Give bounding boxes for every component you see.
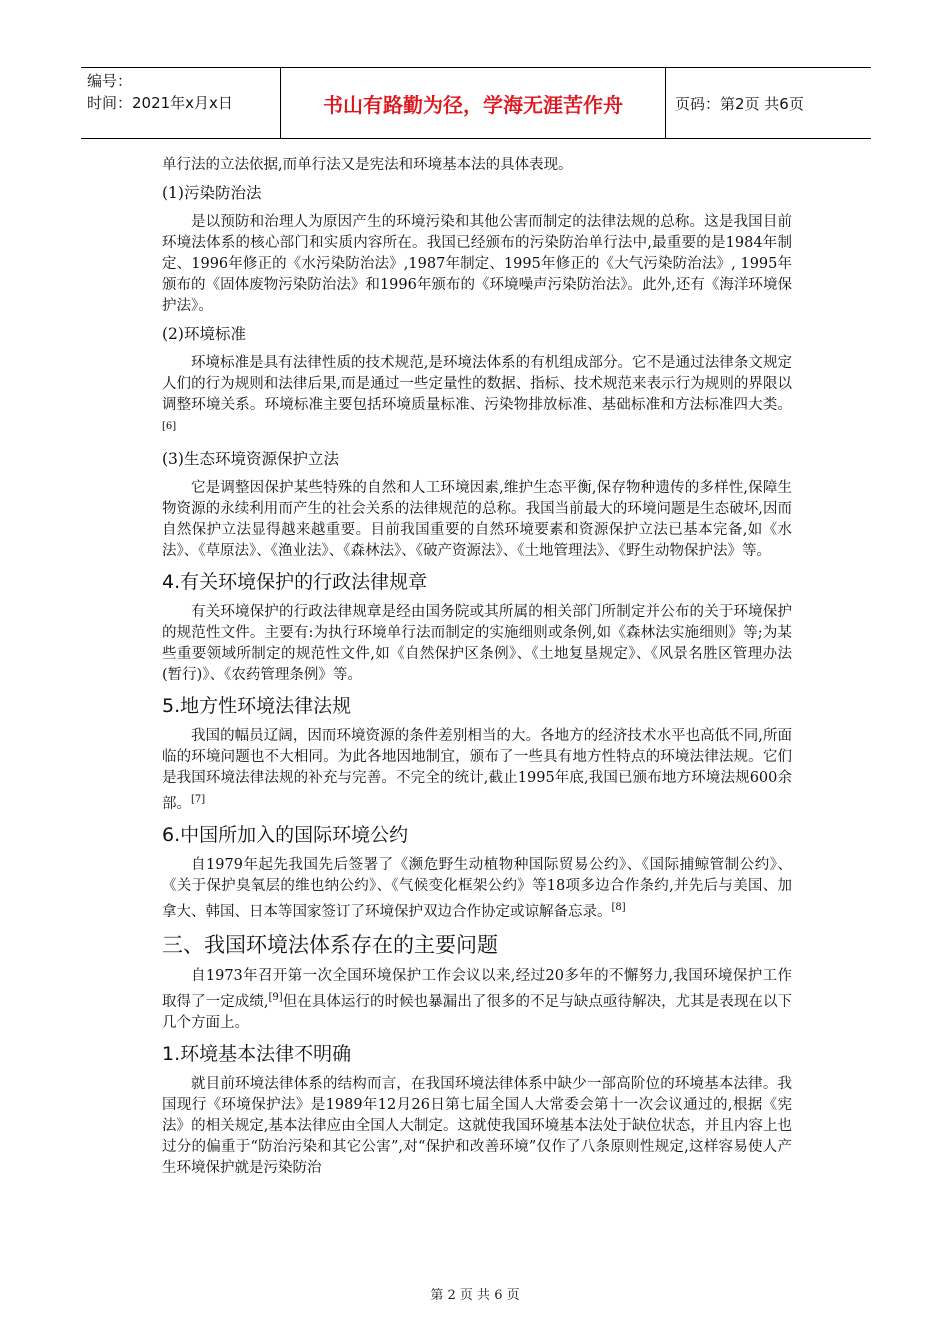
chapter-heading: 三、我国环境法体系存在的主要问题: [162, 933, 498, 958]
paragraph: 有关环境保护的行政法律规章是经由国务院或其所属的相关部门所制定并公布的关于环境保护的规范性文件。主要有:为执行环境单行法而制定的实施细则或条例,如《森林法实施细则》等;为某些重要领域所制定的规范性文件,如《自然保护区条例》、《土地复垦规定》、《风景名胜区管理办法(暂行)》、《农药管理条例》等。: [162, 603, 792, 683]
document-header: [81, 67, 871, 139]
paragraph: 自1973年召开第一次全国环境保护工作会议以来,经过20多年的不懈努力,我国环境保护工作取得了一定成绩,[9]但在具体运行的时候也暴漏出了很多的不足与缺点亟待解决，尤其是表现在以下几个方面上。: [162, 968, 793, 1032]
header-meta: [81, 68, 281, 138]
number-label: 编号：: [87, 72, 133, 90]
intro-paragraph: 单行法的立法依据,而单行法又是宪法和环境基本法的具体表现。: [162, 157, 573, 173]
citation: [8]: [611, 901, 626, 913]
paragraph: 是以预防和治理人为原因产生的环境污染和其他公害而制定的法律法规的总称。这是我国目前环境法体系的核心部门和实质内容所在。我国已经颁布的污染防治单行法中,最重要的是1984年制定、1996年修正的《水污染防治法》,1987年制定、1995年修正的《大气污染防治法》, 1995年颁布的《固体废物污染防治法》和1996年颁布的《环境噪声污染防治法》。此外,还有《海洋环境保护法》。: [162, 214, 792, 314]
page-footer: 第 2 页 共 6 页: [430, 1288, 520, 1303]
section-heading: 4.有关环境保护的行政法律规章: [162, 570, 428, 593]
header-motto: 书山有路勤为径，学海无涯苦作舟: [281, 68, 666, 138]
paragraph: 自1979年起先我国先后签署了《濒危野生动植物种国际贸易公约》、《国际捕鲸管制公约》、《关于保护臭氧层的维也纳公约》、《气候变化框架公约》等18项多边合作条约,并先后与美国、加拿大、韩国、日本等国家签订了环境保护双边合作协定或谅解备忘录。[8]: [162, 856, 792, 920]
citation: [7]: [191, 793, 206, 805]
paragraph: 我国的幅员辽阔，因而环境资源的条件差别相当的大。各地方的经济技术水平也高低不同,所面临的环境问题也不大相同。为此各地因地制宜，颁布了一些具有地方性特点的环境法律法规。它们是我国环境法律法规的补充与完善。不完全的统计,截止1995年底,我国已颁布地方环境法规600余部。[7]: [162, 727, 792, 812]
paragraph: 环境标准是具有法律性质的技术规范,是环境法体系的有机组成部分。它不是通过法律条文规定人们的行为规则和法律后果,而是通过一些定量性的数据、指标、技术规范来表示行为规则的界限以调整环境关系。环境标准主要包括环境质量标准、污染物排放标准、基础标准和方法标准四大类。[6]: [162, 355, 792, 432]
citation: [6]: [162, 421, 177, 432]
section-heading: 5.地方性环境法律法规: [162, 694, 352, 717]
document-body: [162, 155, 792, 1183]
subsection-title: (3)生态环境资源保护立法: [162, 449, 339, 468]
citation: [9]: [268, 992, 283, 1004]
subsection-title: (1)污染防治法: [162, 184, 262, 202]
header-page-label: 页码：第2页 共6页: [675, 94, 804, 113]
paragraph: 它是调整因保护某些特殊的自然和人工环境因素,维护生态平衡,保存物种遗传的多样性,保障生物资源的永续利用而产生的社会关系的法律规范的总称。我国当前最大的环境问题是生态破坏,因而自然保护立法显得越来越重要。目前我国重要的自然环境要素和资源保护立法已基本完备,如《水法》、《草原法》、《渔业法》、《森林法》、《破产资源法》、《土地管理法》、《野生动物保护法》等。: [162, 479, 792, 559]
section-heading: 1.环境基本法律不明确: [162, 1043, 352, 1066]
paragraph: 就目前环境法律体系的结构而言，在我国环境法律体系中缺少一部高阶位的环境基本法律。我国现行《环境保护法》是1989年12月26日第七届全国人大常委会第十一次会议通过的,根据《宪法》的相关规定,基本法律应由全国人大制定。这就使我国环境基本法处于缺位状态，并且内容上也过分的偏重于“防治污染和其它公害”,对“保护和改善环境”仅作了八条原则性规定,这样容易使人产生环境保护就是污染防治: [162, 1076, 792, 1177]
subsection-title: (2)环境标准: [162, 325, 246, 343]
section-heading: 6.中国所加入的国际环境公约: [162, 823, 409, 846]
time-label: 时间：2021年x月x日: [87, 94, 233, 112]
